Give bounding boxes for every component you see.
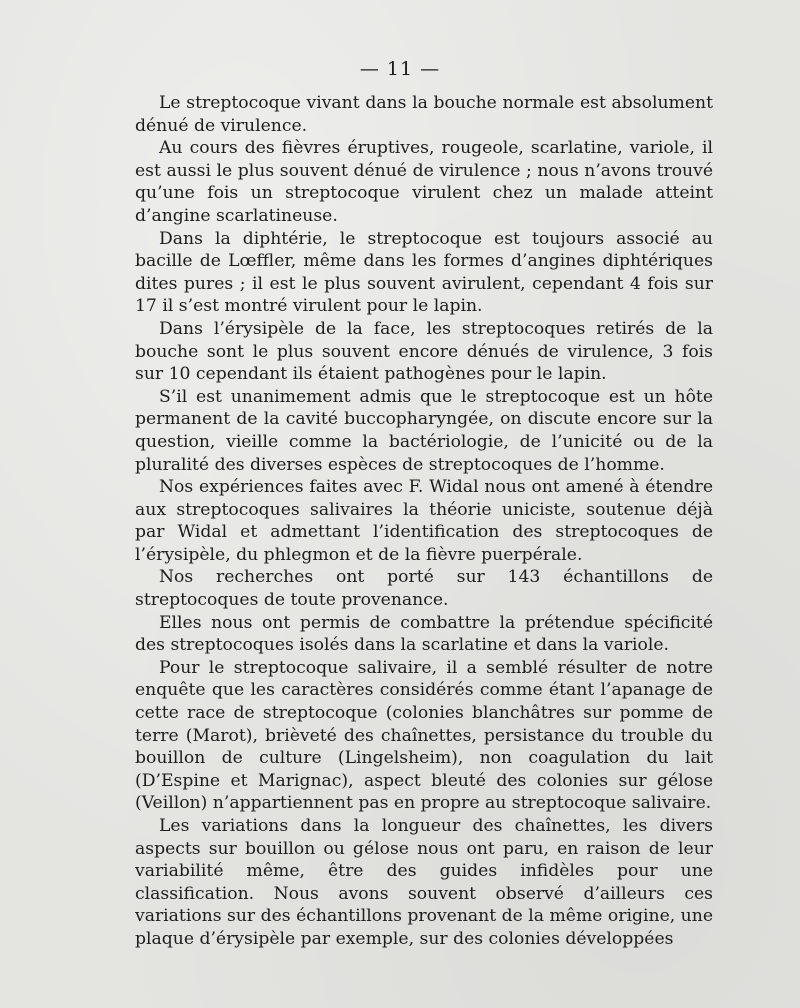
paragraph-3: Dans la diphtérie, le streptocoque est toujours associé au bacille de Lœffler, même dans les formes d’angines diphtériques dites pures ; il est le plus souvent avirulent, cependant 4 fois sur 17 il s’est montré virulent pour le lapin.: [135, 228, 713, 317]
paragraph-10: Les variations dans la longueur des chaînettes, les divers aspects sur bouillon ou gélose nous ont paru, en raison de leur variabilité même, être des guides infidèles pour une classification. Nous avons souvent observé d’ailleurs ces variations sur des échantillons provenant de la même origine, une plaque d’érysipèle par exemple, sur des colonies développées: [135, 816, 713, 949]
paragraph-5: S’il est unanimement admis que le streptocoque est un hôte permanent de la cavité buccopharyngée, on discute encore sur la question, vieille comme la bactériologie, de l’unicité ou de la pluralité des diverses espèces de streptocoques de l’homme.: [135, 386, 713, 475]
page-number: — 11 —: [359, 58, 441, 80]
paragraph-2: Au cours des fièvres éruptives, rougeole, scarlatine, variole, il est aussi le plus souvent dénué de virulence ; nous n’avons trouvé qu’une fois un streptocoque virulent chez un malade atteint d’angine scarlatineuse.: [135, 138, 713, 226]
body-text: [135, 92, 713, 951]
paragraph-6: Nos expériences faites avec F. Widal nous ont amené à étendre aux streptocoques salivaires la théorie uniciste, soutenue déjà par Widal et admettant l’identification des streptocoques de l’érysipèle, du phlegmon et de la fièvre puerpérale.: [135, 477, 713, 565]
paragraph-1: Le streptocoque vivant dans la bouche normale est absolument dénué de virulence.: [135, 93, 713, 136]
paragraph-7: Nos recherches ont porté sur 143 échantillons de streptocoques de toute provenance.: [135, 567, 713, 611]
paragraph-8: Elles nous ont permis de combattre la prétendue spécificité des streptocoques isolés dans la scarlatine et dans la variole.: [135, 612, 713, 656]
paragraph-9: Pour le streptocoque salivaire, il a semblé résulter de notre enquête que les caractères considérés comme étant l’apanage de cette race de streptocoque (colonies blanchâtres sur pomme de terre (Marot), brièveté des chaînettes, persistance du trouble du bouillon de culture (Lingelsheim), non coagulation du lait (D’Espine et Marignac), aspect bleuté des colonies sur gélose (Veillon) n’appartiennent pas en propre au streptocoque salivaire.: [135, 657, 713, 814]
paragraph-4: Dans l’érysipèle de la face, les streptocoques retirés de la bouche sont le plus souvent encore dénués de virulence, 3 fois sur 10 cependant ils étaient pathogènes pour le lapin.: [135, 318, 713, 385]
